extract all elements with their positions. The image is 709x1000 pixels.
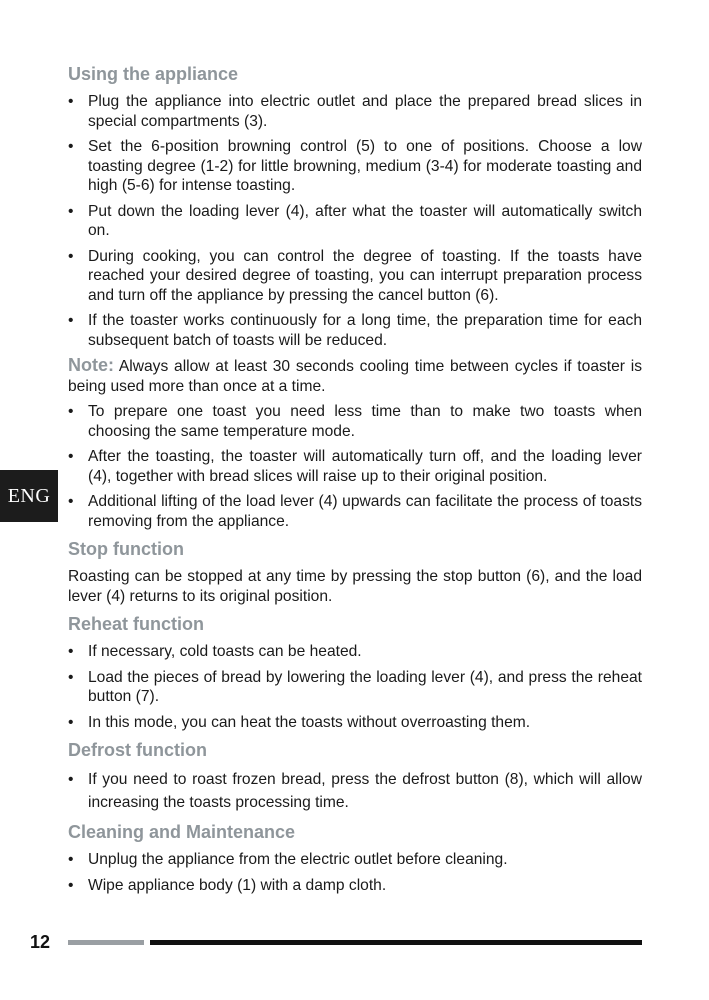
list-item: • If you need to roast frozen bread, press the defrost button (8), which will allow increasing the toasts processing time. (68, 768, 642, 814)
stop-text: Roasting can be stopped at any time by pressing the stop button (6), and the load lever (4) returns to its original position. (68, 568, 642, 605)
list-item: • Put down the loading lever (4), after what the toaster will automatically switch on. (68, 202, 642, 241)
list-item: • To prepare one toast you need less time than to make two toasts when choosing the same temperature mode. (68, 402, 642, 441)
list-item: • Load the pieces of bread by lowering the loading lever (4), and press the reheat button (7). (68, 668, 642, 707)
defrost-list (68, 768, 642, 814)
using-list-2 (68, 402, 642, 531)
list-item: • If the toaster works continuously for a long time, the preparation time for each subsequent batch of toasts will be reduced. (68, 311, 642, 350)
list-item: • Unplug the appliance from the electric outlet before cleaning. (68, 850, 642, 870)
section-title-cleaning: Cleaning and Maintenance (68, 822, 296, 842)
list-item: • Set the 6-position browning control (5) to one of positions. Choose a low toasting degree (1-2) for little browning, medium (3-4) for moderate toasting and high (5-6) for intense toasting. (68, 137, 642, 196)
section-title-using: Using the appliance (68, 64, 239, 84)
using-list (68, 92, 642, 350)
list-item: • In this mode, you can heat the toasts without overroasting them. (68, 713, 642, 733)
footer-bar-gray (68, 940, 144, 945)
list-item: • Wipe appliance body (1) with a damp cloth. (68, 876, 642, 896)
footer-bar-black (150, 940, 642, 945)
list-item: • Plug the appliance into electric outlet and place the prepared bread slices in special compartments (3). (68, 92, 642, 131)
section-title-defrost: Defrost function (68, 740, 207, 760)
note-paragraph (68, 356, 642, 396)
note-label: Note: (68, 355, 114, 375)
list-item: • If necessary, cold toasts can be heated. (68, 642, 642, 662)
note-text: Always allow at least 30 seconds cooling time between cycles if toaster is being used more than once at a time. (68, 358, 642, 395)
language-tab: ENG (0, 470, 58, 522)
manual-page-content (68, 62, 642, 901)
page-number: 12 (30, 932, 51, 952)
list-item: • During cooking, you can control the degree of toasting. If the toasts have reached your desired degree of toasting, you can interrupt preparation process and turn off the appliance by pressing the cancel button (6). (68, 247, 642, 306)
cleaning-list (68, 850, 642, 895)
section-title-reheat: Reheat function (68, 614, 205, 634)
list-item: • Additional lifting of the load lever (4) upwards can facilitate the process of toasts removing from the appliance. (68, 492, 642, 531)
section-title-stop: Stop function (68, 539, 184, 559)
list-item: • After the toasting, the toaster will automatically turn off, and the loading lever (4), together with bread slices will raise up to their original position. (68, 447, 642, 486)
reheat-list (68, 642, 642, 732)
